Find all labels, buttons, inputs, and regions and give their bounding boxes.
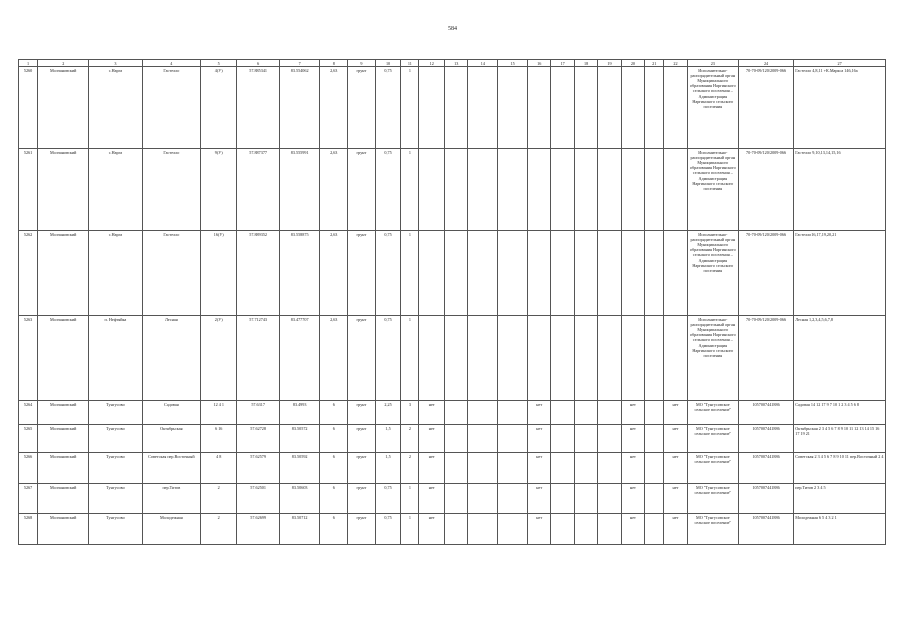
table-cell: 4(У) [201, 67, 237, 149]
table-cell: 6 [320, 453, 348, 484]
table-row [19, 514, 886, 545]
table-cell: 83.50712 [279, 514, 319, 545]
table-cell: 6 [320, 484, 348, 514]
table-cell: 16(У) [201, 231, 237, 316]
table-cell: 2,63 [320, 231, 348, 316]
header-cell: 12 [419, 60, 445, 67]
header-cell: 10 [375, 60, 401, 67]
table-cell [574, 231, 597, 316]
table-cell: грунт [348, 149, 376, 231]
table-cell [468, 316, 498, 401]
header-cell: 11 [401, 60, 419, 67]
table-cell: с.Нарга [89, 67, 142, 149]
table-cell: 83.555991 [279, 149, 319, 231]
table-cell [551, 316, 574, 401]
table-cell: 1057007441886 [738, 401, 793, 425]
table-cell [664, 67, 687, 149]
header-cell: 27 [794, 60, 886, 67]
table-cell: грунт [348, 514, 376, 545]
table-cell [574, 149, 597, 231]
table-cell [598, 401, 621, 425]
header-cell: 21 [645, 60, 664, 67]
header-cell: 22 [664, 60, 687, 67]
table-cell [444, 453, 467, 484]
table-cell: 1 [401, 316, 419, 401]
table-cell: 2 [201, 514, 237, 545]
table-cell [574, 316, 597, 401]
table-cell: Молодежная [142, 514, 201, 545]
table-row [19, 453, 886, 484]
table-cell [419, 149, 445, 231]
table-cell: Исполнительно-распорядительный орган Муниципального образования Наргинского сельского поселения – Администрация Наргинского сельского поселения [687, 231, 738, 316]
table-cell [598, 231, 621, 316]
table-cell: 1057007441886 [738, 425, 793, 453]
header-row [19, 60, 886, 67]
table-cell [551, 401, 574, 425]
table-cell: нет [621, 425, 644, 453]
table-cell: нет [664, 401, 687, 425]
table-cell: 2,63 [320, 149, 348, 231]
table-cell: 83.50603 [279, 484, 319, 514]
table-cell: нет [528, 401, 551, 425]
table-cell: 5263 [19, 316, 38, 401]
table-cell: 57.6317 [237, 401, 280, 425]
table-cell: 2,63 [320, 316, 348, 401]
table-cell: 70-70-09/120/2009-066 [738, 316, 793, 401]
table-cell: 5261 [19, 149, 38, 231]
table-cell: Гастелло16,17,19,20,21 [794, 231, 886, 316]
table-cell: 1057007441886 [738, 484, 793, 514]
table-cell [621, 231, 644, 316]
table-cell [645, 149, 664, 231]
table-cell: 70-70-09/120/2009-066 [738, 67, 793, 149]
table-cell [444, 484, 467, 514]
table-cell: нет [419, 484, 445, 514]
header-cell: 6 [237, 60, 280, 67]
table-cell: грунт [348, 67, 376, 149]
table-cell [598, 453, 621, 484]
table-cell: Тунгусово [89, 425, 142, 453]
table-cell [468, 401, 498, 425]
table-cell: Садовая 14 12 17 9 7 10 1 2 3 4 5 6 8 [794, 401, 886, 425]
table-cell: 3 [401, 401, 419, 425]
table-cell [468, 67, 498, 149]
table-row [19, 231, 886, 316]
table-row [19, 425, 886, 453]
table-cell: Гастелло 9,10,13,14,15,16 [794, 149, 886, 231]
header-cell: 13 [444, 60, 467, 67]
table-cell [468, 231, 498, 316]
header-cell: 15 [498, 60, 528, 67]
table-cell: Октябрьская 2 3 4 5 6 7 8 9 10 11 12 13 14 15 16 17 19 21 [794, 425, 886, 453]
header-cell: 16 [528, 60, 551, 67]
table-cell: нет [419, 425, 445, 453]
header-cell: 1 [19, 60, 38, 67]
table-cell: Молчановский [38, 67, 89, 149]
table-cell [621, 67, 644, 149]
table-cell [551, 514, 574, 545]
table-cell: нет [621, 401, 644, 425]
table-cell [645, 453, 664, 484]
table-cell: 6 [320, 425, 348, 453]
table-cell: нет [528, 453, 551, 484]
table-cell [468, 149, 498, 231]
table-cell: 5268 [19, 514, 38, 545]
table-cell: Лесная [142, 316, 201, 401]
table-cell: грунт [348, 401, 376, 425]
table-cell [574, 401, 597, 425]
table-cell [645, 514, 664, 545]
table-cell [645, 316, 664, 401]
table-cell [551, 149, 574, 231]
table-row [19, 316, 886, 401]
header-cell: 24 [738, 60, 793, 67]
table-cell: 12 4 1 [201, 401, 237, 425]
table-cell: Молчановский [38, 231, 89, 316]
table-cell: нет [664, 514, 687, 545]
table-cell [528, 149, 551, 231]
table-cell [528, 67, 551, 149]
table-cell: 57.885341 [237, 67, 280, 149]
table-cell [574, 67, 597, 149]
table-cell: МО "Тунгусовское сельское поселение" [687, 484, 738, 514]
table-cell: с.Нарга [89, 149, 142, 231]
table-cell: нет [621, 514, 644, 545]
table-cell [419, 316, 445, 401]
table-cell [598, 149, 621, 231]
table-cell: 6 [320, 514, 348, 545]
table-cell: Гастелло [142, 231, 201, 316]
table-row [19, 484, 886, 514]
table-cell: Лесная 1,2,3,4,5,6,7,8 [794, 316, 886, 401]
table-cell [598, 316, 621, 401]
table-cell: 5262 [19, 231, 38, 316]
table-cell: с.Нарга [89, 231, 142, 316]
table-cell: 6 [320, 401, 348, 425]
table-cell [528, 316, 551, 401]
table-cell [664, 316, 687, 401]
table-cell [468, 514, 498, 545]
table-cell: 1 [401, 149, 419, 231]
table-cell: Молчановский [38, 484, 89, 514]
table-cell: 83.50572 [279, 425, 319, 453]
table-cell: Молчановский [38, 514, 89, 545]
table-cell [498, 401, 528, 425]
table-cell: нет [528, 514, 551, 545]
table-cell [498, 425, 528, 453]
table-cell: нет [664, 425, 687, 453]
table-cell [498, 149, 528, 231]
table-cell: Исполнительно-распорядительный орган Муниципального образования Наргинского сельского поселения – Администрация Наргинского сельского поселения [687, 67, 738, 149]
table-cell [598, 425, 621, 453]
table-cell: 1 [401, 484, 419, 514]
table-cell [551, 484, 574, 514]
table-cell: Гастелло 4,8,11 +К.Маркса 146,16а [794, 67, 886, 149]
table-cell [551, 425, 574, 453]
table-cell [664, 149, 687, 231]
table-cell: 70-70-09/120/2009-066 [738, 231, 793, 316]
table-cell: Тунгусово [89, 484, 142, 514]
table-cell: 2,25 [375, 401, 401, 425]
table-cell: нет [664, 484, 687, 514]
table-cell: 57.62728 [237, 425, 280, 453]
table-cell [444, 231, 467, 316]
table-cell: 0,75 [375, 149, 401, 231]
table-cell [621, 149, 644, 231]
table-cell: 70-70-09/120/2009-066 [738, 149, 793, 231]
table-cell [498, 484, 528, 514]
table-cell: 2,63 [320, 67, 348, 149]
table-row [19, 149, 886, 231]
table-cell: МО "Тунгусовское сельское поселение" [687, 425, 738, 453]
table-cell: нет [419, 514, 445, 545]
table-cell: 57.62501 [237, 484, 280, 514]
table-cell: 9(У) [201, 149, 237, 231]
table-cell: 1057007441886 [738, 514, 793, 545]
table-cell: грунт [348, 453, 376, 484]
table-cell [444, 316, 467, 401]
table-cell: 6 16 [201, 425, 237, 453]
table-cell: 0,75 [375, 514, 401, 545]
table-cell: 57.712743 [237, 316, 280, 401]
table-cell: грунт [348, 231, 376, 316]
registry-table [18, 59, 886, 545]
header-cell: 14 [468, 60, 498, 67]
table-cell [444, 425, 467, 453]
header-cell: 7 [279, 60, 319, 67]
table-cell: 1 [401, 514, 419, 545]
table-cell [468, 484, 498, 514]
table-cell [574, 484, 597, 514]
table-cell [498, 67, 528, 149]
table-cell [598, 484, 621, 514]
table-cell: 0,75 [375, 231, 401, 316]
table-cell: нет [419, 401, 445, 425]
header-cell: 23 [687, 60, 738, 67]
table-cell [498, 514, 528, 545]
table-cell [551, 67, 574, 149]
table-cell: 5264 [19, 401, 38, 425]
header-cell: 9 [348, 60, 376, 67]
table-cell [574, 453, 597, 484]
table-cell: 5267 [19, 484, 38, 514]
table-cell [551, 231, 574, 316]
table-cell: 83.477707 [279, 316, 319, 401]
header-cell: 19 [598, 60, 621, 67]
table-cell: Гастелло [142, 67, 201, 149]
table-cell [551, 453, 574, 484]
table-cell [574, 514, 597, 545]
table-cell [645, 231, 664, 316]
table-cell [498, 231, 528, 316]
table-cell: 83.50592 [279, 453, 319, 484]
header-cell: 17 [551, 60, 574, 67]
table-cell: грунт [348, 316, 376, 401]
table-cell: 57.889352 [237, 231, 280, 316]
table-cell [645, 425, 664, 453]
table-cell: 83.4993 [279, 401, 319, 425]
table-cell: 0,75 [375, 316, 401, 401]
table-cell: Молодежная 6 5 4 3 2 1 [794, 514, 886, 545]
table-cell [645, 67, 664, 149]
table-cell: Тунгусово [89, 453, 142, 484]
table-cell: 57.62579 [237, 453, 280, 484]
table-cell [528, 231, 551, 316]
page-number: 584 [448, 26, 457, 32]
table-cell: Молчановский [38, 401, 89, 425]
table-cell: Исполнительно-распорядительный орган Муниципального образования Наргинского сельского поселения – Администрация Наргинского сельского поселения [687, 316, 738, 401]
table-cell [419, 67, 445, 149]
table-cell [598, 67, 621, 149]
table-cell: 2(У) [201, 316, 237, 401]
table-cell: 0,75 [375, 484, 401, 514]
table-cell: Исполнительно-распорядительный орган Муниципального образования Наргинского сельского поселения – Администрация Наргинского сельского поселения [687, 149, 738, 231]
table-cell [645, 484, 664, 514]
table-cell [621, 316, 644, 401]
table-cell: Советская пер.Восточный [142, 453, 201, 484]
table-cell: 1 [401, 231, 419, 316]
table-cell: нет [664, 453, 687, 484]
table-cell: 2 [201, 484, 237, 514]
header-cell: 2 [38, 60, 89, 67]
table-cell: 1057007441886 [738, 453, 793, 484]
table-cell: Гастелло [142, 149, 201, 231]
table-cell [468, 453, 498, 484]
table-cell: 2 [401, 453, 419, 484]
table-row [19, 67, 886, 149]
table-cell: нет [419, 453, 445, 484]
header-cell: 20 [621, 60, 644, 67]
table-cell [598, 514, 621, 545]
table-cell: нет [621, 453, 644, 484]
table-cell: 57.62699 [237, 514, 280, 545]
table-cell [468, 425, 498, 453]
table-cell [444, 514, 467, 545]
table-cell: 1 [401, 67, 419, 149]
table-cell: грунт [348, 425, 376, 453]
table-cell [444, 149, 467, 231]
table-cell: нет [528, 484, 551, 514]
table-cell: 5260 [19, 67, 38, 149]
table-row [19, 401, 886, 425]
table-cell: 83.554062 [279, 67, 319, 149]
table-cell: нет [528, 425, 551, 453]
table-cell: 1,5 [375, 425, 401, 453]
table-cell: Советская 2 3 4 5 6 7 8 9 10 11 пер.Восточный 2 4 [794, 453, 886, 484]
table-cell: Молчановский [38, 316, 89, 401]
table-cell: грунт [348, 484, 376, 514]
header-cell: 8 [320, 60, 348, 67]
table-cell [645, 401, 664, 425]
table-cell: нет [621, 484, 644, 514]
header-cell: 3 [89, 60, 142, 67]
table-cell: Октябрьская [142, 425, 201, 453]
table-cell: 2 [401, 425, 419, 453]
table-cell: МО "Тунгусовское сельское поселение" [687, 453, 738, 484]
header-cell: 18 [574, 60, 597, 67]
table-cell: п. Нефтяйка [89, 316, 142, 401]
table-cell [419, 231, 445, 316]
table-cell: 4 8 [201, 453, 237, 484]
table-cell: Садовая [142, 401, 201, 425]
table-cell: Тунгусово [89, 514, 142, 545]
table-cell [444, 401, 467, 425]
table-cell: Молчановский [38, 149, 89, 231]
header-cell: 5 [201, 60, 237, 67]
table-cell: Тунгусово [89, 401, 142, 425]
table-cell: 57.887377 [237, 149, 280, 231]
table-cell [444, 67, 467, 149]
table-cell: 83.558875 [279, 231, 319, 316]
table-cell [498, 316, 528, 401]
table-cell: пер.Титов 2 3 4 5 [794, 484, 886, 514]
table-cell: 5265 [19, 425, 38, 453]
table-cell: МО "Тунгусовское сельское поселение" [687, 514, 738, 545]
table-cell: 1,5 [375, 453, 401, 484]
table-cell: 0,75 [375, 67, 401, 149]
table-cell [574, 425, 597, 453]
table-cell: Молчановский [38, 453, 89, 484]
table-cell [664, 231, 687, 316]
table-cell: 5266 [19, 453, 38, 484]
table-cell [498, 453, 528, 484]
header-cell: 4 [142, 60, 201, 67]
table-cell: Молчановский [38, 425, 89, 453]
table-cell: пер.Титов [142, 484, 201, 514]
table-cell: МО "Тунгусовское сельское поселение" [687, 401, 738, 425]
